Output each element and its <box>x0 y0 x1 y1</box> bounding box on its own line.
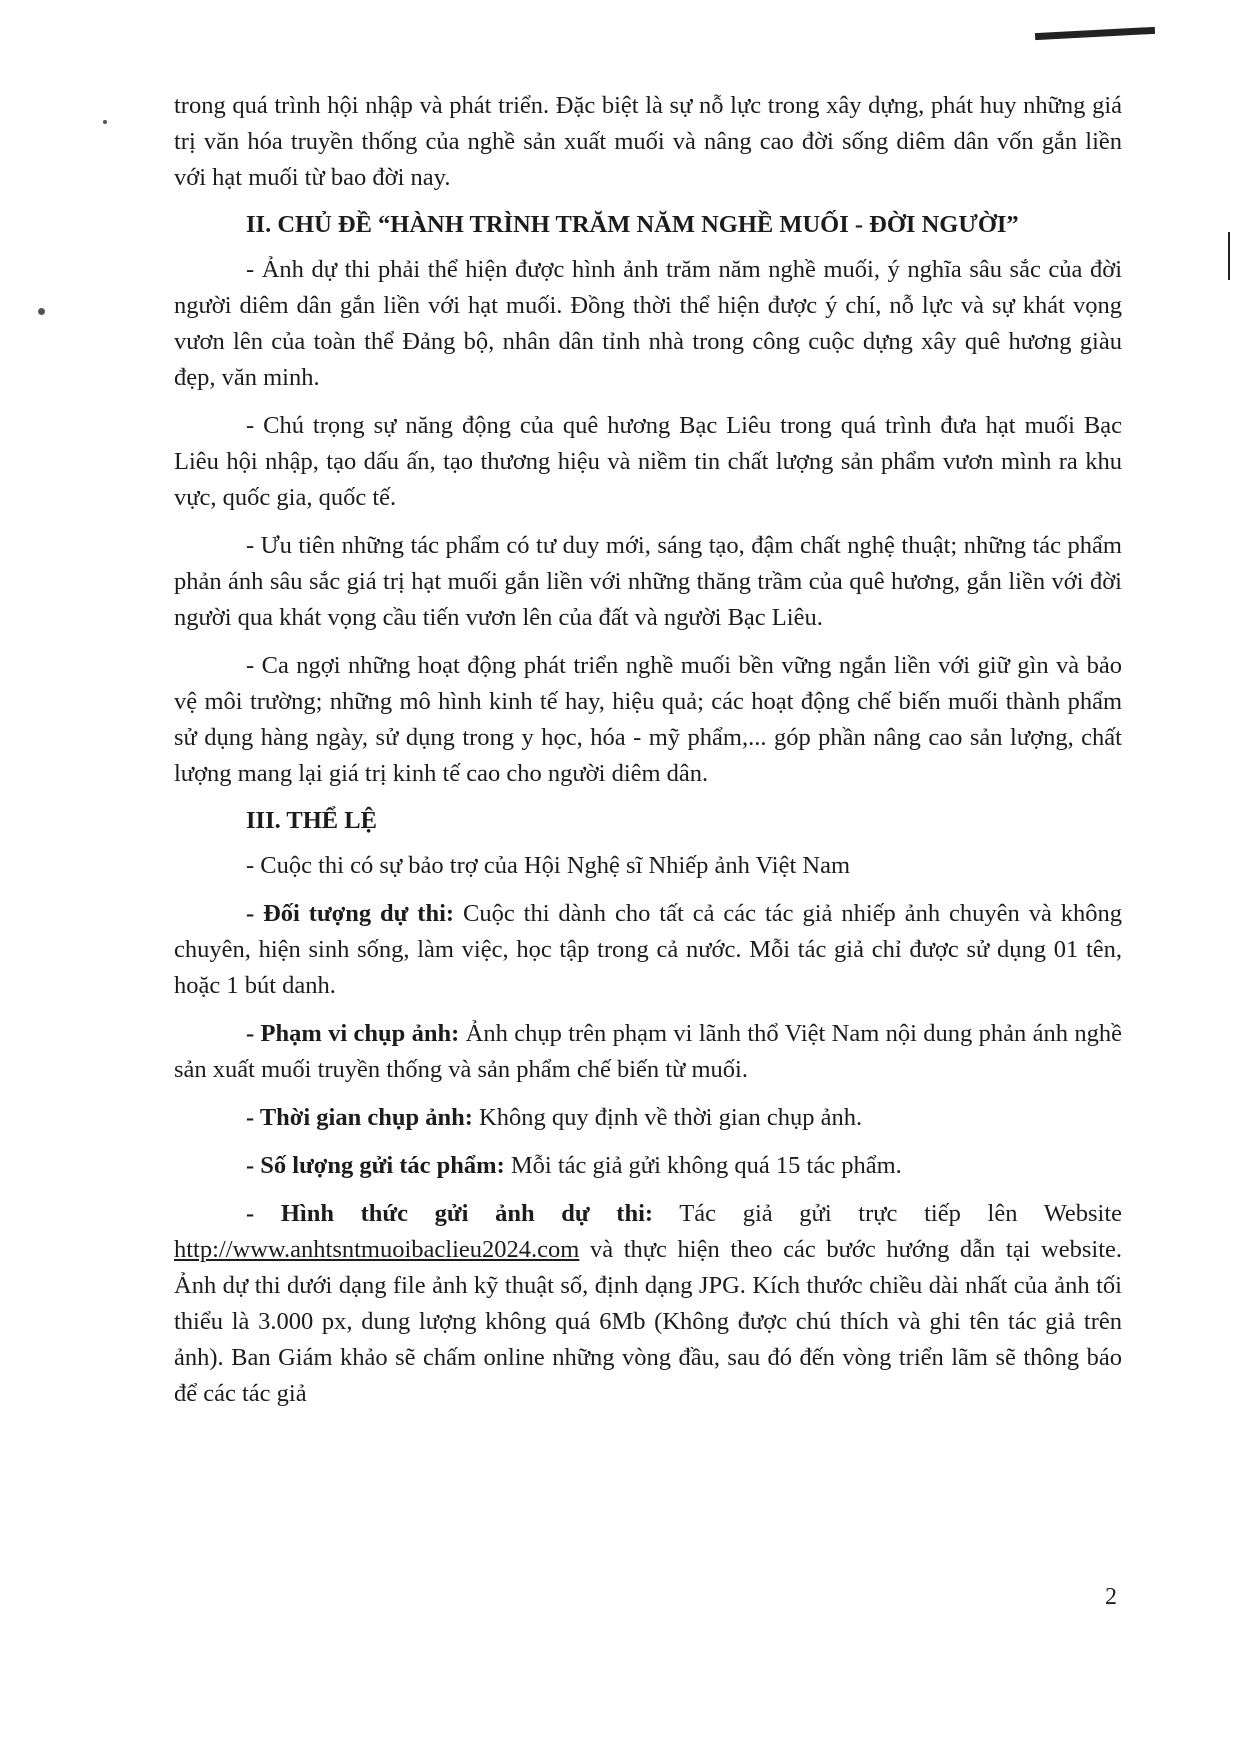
section-3-title: III. THỂ LỆ <box>246 807 377 834</box>
time-paragraph <box>174 1100 1122 1136</box>
time-text: Không quy định về thời gian chụp ảnh. <box>479 1104 863 1131</box>
section-2-paragraph: - Ảnh dự thi phải thể hiện được hình ảnh trăm năm nghề muối, ý nghĩa sâu sắc của đời người diêm dân gắn liền với hạt muối. Đồng thời thể hiện được ý chí, nỗ lực và sự khát vọng vươn lên của toàn thể Đảng bộ, nhân dân tỉnh nhà trong công cuộc dựng xây quê hương giàu đẹp, văn minh. <box>174 256 1122 391</box>
time-label: - Thời gian chụp ảnh: <box>246 1104 473 1131</box>
quantity-text: Mỗi tác giả gửi không quá 15 tác phẩm. <box>510 1152 902 1179</box>
quantity-label: - Số lượng gửi tác phẩm: <box>246 1152 505 1179</box>
participants-text: Cuộc thi dành cho tất cả các tác giả nhiếp ảnh chuyên và không chuyên, hiện sinh sống, làm việc, học tập trong cả nước. Mỗi tác giả chỉ được sử dụng 01 tên, hoặc 1 bút danh. <box>174 900 1123 999</box>
scope-text: Ảnh chụp trên phạm vi lãnh thổ Việt Nam nội dung phản ánh nghề sản xuất muối truyền thống và sản phẩm chế biến từ muối. <box>174 1020 1122 1083</box>
page-number: 2 <box>1105 1584 1117 1610</box>
submission-url-link[interactable]: http://www.anhtsntmuoibaclieu2024.com <box>174 1236 580 1263</box>
quantity-paragraph <box>174 1148 1122 1184</box>
section-2-paragraph: - Chú trọng sự năng động của quê hương Bạc Liêu trong quá trình đưa hạt muối Bạc Liêu hội nhập, tạo dấu ấn, tạo thương hiệu và niềm tin chất lượng sản phẩm vươn mình ra khu vực, quốc gia, quốc tế. <box>174 412 1122 511</box>
submission-text-before: Tác giả gửi trực tiếp lên Website <box>679 1200 1122 1227</box>
submission-text-after: và thực hiện theo các bước hướng dẫn tại website. Ảnh dự thi dưới dạng file ảnh kỹ thuật số, định dạng JPG. Kích thước chiều dài nhất của ảnh tối thiểu là 3.000 px, dung lượng không quá 6Mb (Không được chú thích và ghi tên tác giả trên ảnh). Ban Giám khảo sẽ chấm online những vòng đầu, sau đó đến vòng triển lãm sẽ thông báo để các tác giả <box>174 1236 1122 1407</box>
scope-paragraph <box>174 1016 1122 1088</box>
submission-paragraph <box>174 1196 1122 1412</box>
scan-dot <box>38 308 45 315</box>
section-2-paragraph: - Ca ngợi những hoạt động phát triển nghề muối bền vững ngắn liền với giữ gìn và bảo vệ môi trường; những mô hình kinh tế hay, hiệu quả; các hoạt động chế biến muối thành phẩm sử dụng hàng ngày, sử dụng trong y học, hóa - mỹ phẩm,... góp phần nâng cao sản lượng, chất lượng mang lại giá trị kinh tế cao cho người diêm dân. <box>174 652 1122 787</box>
scan-mark-right-edge <box>1228 232 1230 280</box>
participants-paragraph <box>174 896 1122 1004</box>
scan-mark-top-right <box>1035 27 1155 40</box>
submission-label: - Hình thức gửi ảnh dự thi: <box>246 1200 654 1227</box>
section-2-title: II. CHỦ ĐỀ “HÀNH TRÌNH TRĂM NĂM NGHỀ MUỐI - ĐỜI NGƯỜI” <box>246 211 1019 238</box>
participants-label: - Đối tượng dự thi: <box>246 900 455 927</box>
document-page <box>174 88 1122 1424</box>
section-2-paragraph: - Ưu tiên những tác phẩm có tư duy mới, sáng tạo, đậm chất nghệ thuật; những tác phẩm phản ánh sâu sắc giá trị hạt muối gắn liền với những thăng trầm của quê hương, gắn liền với đời người qua khát vọng cầu tiến vươn lên của đất và người Bạc Liêu. <box>174 532 1122 631</box>
intro-continuation: trong quá trình hội nhập và phát triển. Đặc biệt là sự nỗ lực trong xây dựng, phát huy những giá trị văn hóa truyền thống của nghề sản xuất muối và nâng cao đời sống diêm dân vốn gắn liền với hạt muối từ bao đời nay. <box>174 92 1122 191</box>
scope-label: - Phạm vi chụp ảnh: <box>246 1020 460 1047</box>
sponsor-line: - Cuộc thi có sự bảo trợ của Hội Nghệ sĩ Nhiếp ảnh Việt Nam <box>246 852 851 879</box>
scan-dot <box>103 120 107 124</box>
